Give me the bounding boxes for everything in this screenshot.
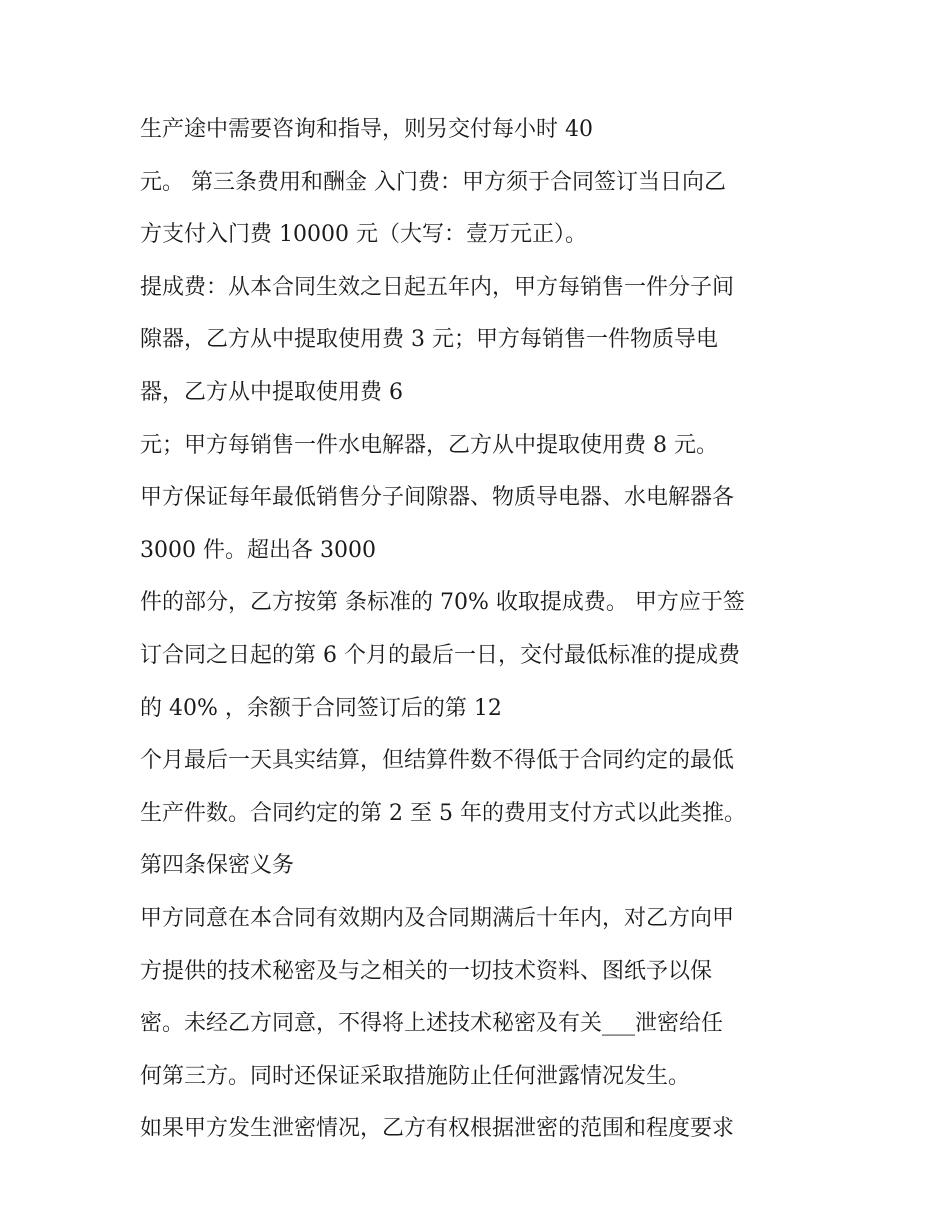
text-line: 甲方保证每年最低销售分子间隙器、物质导电器、水电解器各 bbox=[140, 485, 735, 511]
text-line: 件的部分，乙方按第 条标准的 70% 收取提成费。 甲方应于签 bbox=[140, 590, 745, 616]
text-line: 元。 第三条费用和酬金 入门费：甲方须于合同签订当日向乙 bbox=[140, 169, 726, 195]
text-line: 生产途中需要咨询和指导，则另交付每小时 40 bbox=[140, 117, 593, 142]
text-line: 器，乙方从中提取使用费 6 bbox=[140, 379, 403, 405]
text-line: 生产件数。合同约定的第 2 至 5 年的费用支付方式以此类推。 bbox=[140, 800, 746, 826]
text-line: 提成费：从本合同生效之日起五年内，甲方每销售一件分子间 bbox=[140, 274, 735, 300]
text-line: 何第三方。同时还保证采取措施防止任何泄露情况发生。 bbox=[140, 1063, 691, 1089]
text-line: 方提供的技术秘密及与之相关的一切技术资料、图纸予以保 bbox=[140, 958, 713, 984]
text-line: 甲方同意在本合同有效期内及合同期满后十年内，对乙方向甲 bbox=[140, 905, 735, 931]
text-line: 隙器，乙方从中提取使用费 3 元；甲方每销售一件物质导电 bbox=[140, 327, 718, 353]
text-line: 方支付入门费 10000 元（大写：壹万元正）。 bbox=[140, 222, 587, 248]
text-line: 密。未经乙方同意，不得将上述技术秘密及有关___泄密给任 bbox=[140, 1011, 724, 1037]
text-line: 的 40% ，余额于合同签订后的第 12 bbox=[140, 695, 502, 721]
text-line: 个月最后一天具实结算，但结算件数不得低于合同约定的最低 bbox=[140, 748, 735, 774]
contract-text-block bbox=[140, 110, 830, 1162]
text-line: 如果甲方发生泄密情况，乙方有权根据泄密的范围和程度要求 bbox=[140, 1116, 735, 1142]
section-heading: 第四条保密义务 bbox=[140, 853, 295, 879]
text-line: 订合同之日起的第 6 个月的最后一日，交付最低标准的提成费 bbox=[140, 642, 740, 668]
text-line: 3000 件。超出各 3000 bbox=[140, 537, 376, 563]
text-line: 元；甲方每销售一件水电解器，乙方从中提取使用费 8 元。 bbox=[140, 432, 718, 458]
